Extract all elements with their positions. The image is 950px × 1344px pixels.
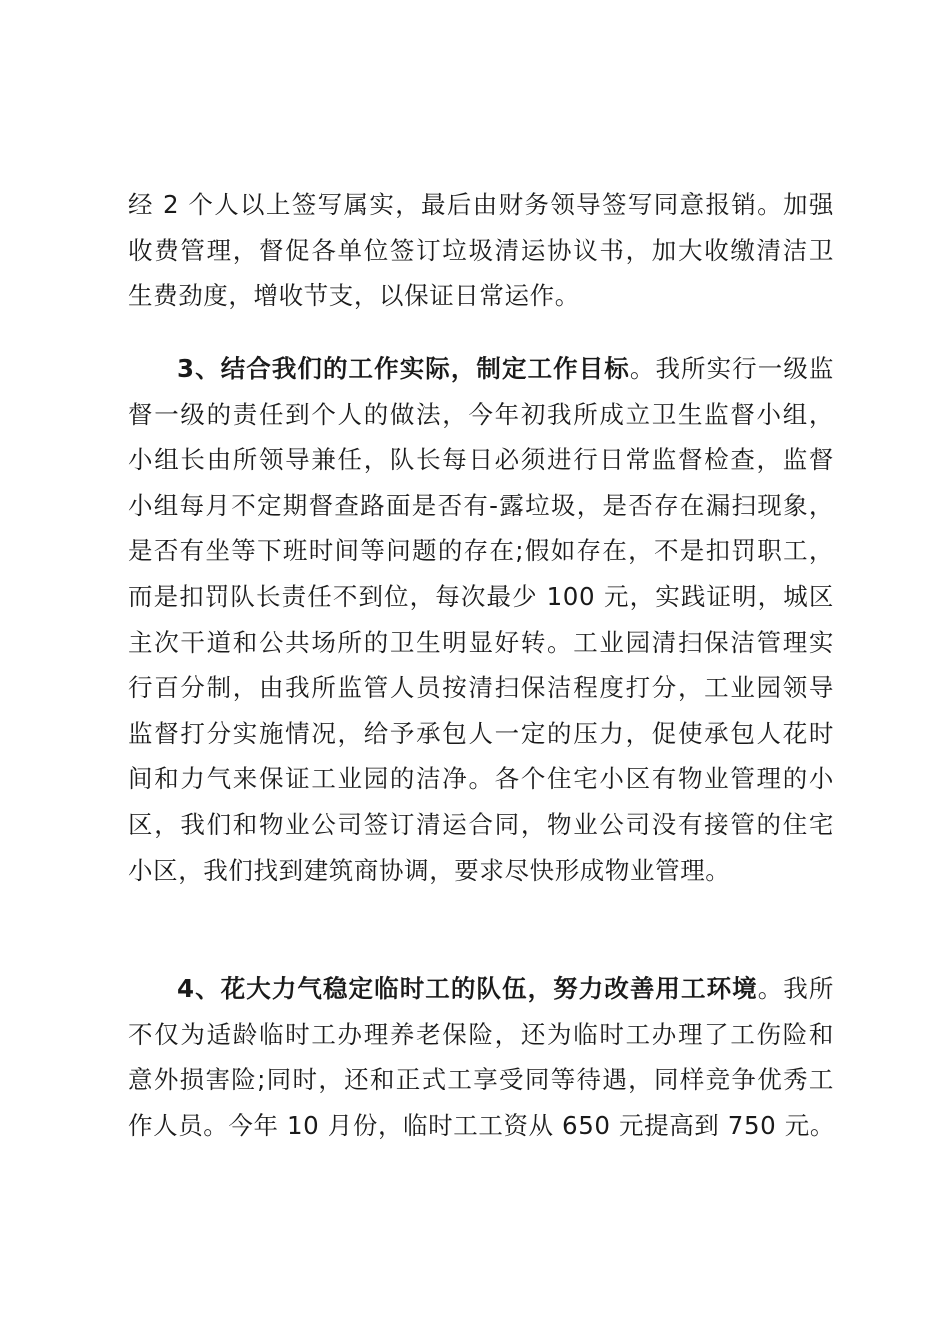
paragraph-first-line xyxy=(128,346,834,392)
paragraph-line: 小区，我们找到建筑商协调，要求尽快形成物业管理。 xyxy=(128,855,731,885)
paragraph-line: 小组每月不定期督查路面是否有-露垃圾，是否存在漏扫现象， xyxy=(128,490,834,520)
paragraph-line: 是否有坐等下班时间等问题的存在;假如存在，不是扣罚职工， xyxy=(128,536,834,566)
section-heading-4: 4、花大力气稳定临时工的队伍，努力改善用工环境 xyxy=(177,974,758,1003)
paragraph-line: 而是扣罚队长责任不到位，每次最少 100 元，实践证明，城区 xyxy=(128,581,834,611)
paragraph-line: 监督打分实施情况，给予承包人一定的压力，促使承包人花时 xyxy=(128,718,834,748)
heading-tail-text: 。我所实行一级监 xyxy=(629,354,834,383)
paragraph-line: 督一级的责任到个人的做法，今年初我所成立卫生监督小组， xyxy=(128,399,834,429)
paragraph-line: 作人员。今年 10 月份，临时工工资从 650 元提高到 750 元。 xyxy=(128,1110,835,1140)
paragraph-line: 经 2 个人以上签写属实，最后由财务领导签写同意报销。加强 xyxy=(128,190,834,219)
paragraph-line: 收费管理，督促各单位签订垃圾清运协议书，加大收缴清洁卫 xyxy=(128,235,834,265)
section-heading-3: 3、结合我们的工作实际，制定工作目标 xyxy=(177,354,630,383)
paragraph-first-line xyxy=(128,966,834,1012)
paragraph-line: 区，我们和物业公司签订清运合同，物业公司没有接管的住宅 xyxy=(128,809,834,839)
paragraph-line: 小组长由所领导兼任，队长每日必须进行日常监督检查，监督 xyxy=(128,445,834,475)
paragraph-line: 不仅为适龄临时工办理养老保险，还为临时工办理了工伤险和 xyxy=(128,1019,834,1049)
paragraph-work-targets xyxy=(128,346,834,893)
paragraph-line: 间和力气来保证工业园的洁净。各个住宅小区有物业管理的小 xyxy=(128,764,834,794)
heading-tail-text: 。我所 xyxy=(757,974,834,1003)
paragraph-expense-management xyxy=(128,182,834,319)
paragraph-line: 意外损害险;同时，还和正式工享受同等待遇，同样竞争优秀工 xyxy=(128,1065,834,1095)
paragraph-line: 主次干道和公共场所的卫生明显好转。工业园清扫保洁管理实 xyxy=(128,627,834,657)
paragraph-temp-workers xyxy=(128,966,834,1148)
paragraph-line: 行百分制，由我所监管人员按清扫保洁程度打分，工业园领导 xyxy=(128,673,834,703)
paragraph-line: 生费劲度，增收节支，以保证日常运作。 xyxy=(128,281,580,311)
